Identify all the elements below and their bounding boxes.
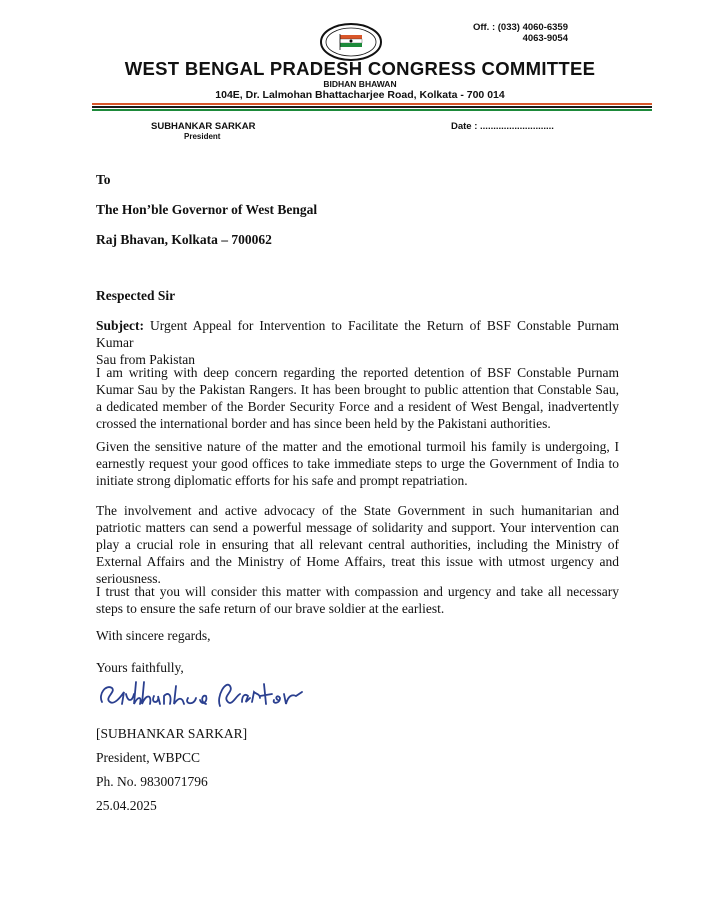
- sign-off: Yours faithfully,: [96, 660, 184, 675]
- date-field: Date : ............................: [451, 121, 554, 132]
- office-phone: [473, 22, 568, 44]
- paragraph-2: Given the sensitive nature of the matter and the emotional turmoil his family is undergoing, I earnestly request your good offices to take immediate steps to urge the Government of India to initiate strong diplomatic efforts for his safe and prompt repatriation.: [96, 439, 619, 488]
- closing: With sincere regards,: [96, 628, 211, 643]
- committee-name: WEST BENGAL PRADESH CONGRESS COMMITTEE: [124, 58, 596, 79]
- green-rule: [92, 109, 652, 111]
- office-phone-line1: Off. : (033) 4060-6359: [472, 22, 568, 33]
- black-rule: [92, 106, 652, 108]
- paragraph-1: I am writing with deep concern regarding the reported detention of BSF Constable Purnam Kumar Sau by the Pakistan Rangers. It has been brought to public attention that Constable Sau, a dedicated member of the Border Security Force and a resident of West Bengal, inadvertently crossed the international border and has since been held by the Pakistani authorities.: [96, 365, 619, 431]
- subject: [96, 317, 619, 368]
- letter-date: 25.04.2025: [96, 798, 157, 813]
- saffron-rule: [92, 103, 652, 105]
- phone-number: Ph. No. 9830071796: [96, 774, 208, 789]
- subject-label: Subject:: [96, 318, 144, 333]
- paragraph-4: I trust that you will consider this matter with compassion and urgency and take all necessary steps to ensure the safe return of our brave soldier at the earliest.: [96, 584, 619, 616]
- subject-text-2: Sau from Pakistan: [96, 352, 195, 367]
- sender-name: SUBHANKAR SARKAR: [151, 121, 256, 132]
- handwritten-signature: [96, 672, 316, 712]
- recipient-address: Raj Bhavan, Kolkata – 700062: [96, 232, 272, 247]
- signatory-name: [SUBHANKAR SARKAR]: [96, 726, 248, 741]
- recipient: The Hon’ble Governor of West Bengal: [96, 202, 318, 217]
- congress-logo: [319, 22, 383, 62]
- office-phone-line2: 4063-9054: [522, 33, 568, 44]
- subject-text-1: Urgent Appeal for Intervention to Facilitate the Return of BSF Constable Purnam Kumar: [96, 318, 619, 350]
- signatory-title: President, WBPCC: [96, 750, 201, 765]
- salutation: Respected Sir: [96, 288, 176, 303]
- paragraph-3: The involvement and active advocacy of the State Government in such humanitarian and patriotic matters can send a powerful message of solidarity and support. Your intervention can play a crucial role in ensuring that all relevant central authorities, including the Ministry of External Affairs and the Ministry of Home Affairs, treat this issue with utmost urgency and seriousness.: [96, 503, 619, 586]
- building-name: BIDHAN BHAWAN: [323, 79, 397, 89]
- office-address: 104E, Dr. Lalmohan Bhattacharjee Road, Kolkata - 700 014: [215, 89, 505, 101]
- sender-title: President: [184, 132, 221, 141]
- to-line: To: [96, 172, 111, 187]
